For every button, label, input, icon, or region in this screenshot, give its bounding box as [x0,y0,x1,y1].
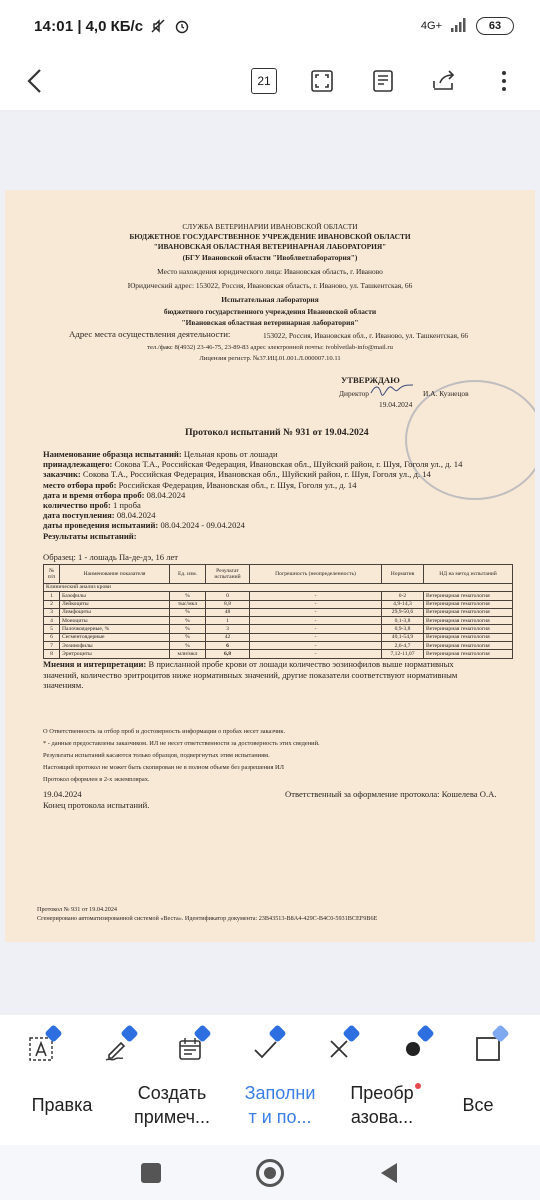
field-line [43,490,462,500]
sample-line: Образец: 1 - лошадь Па-де-дэ, 16 лет [43,552,179,562]
director-label: Директор [339,389,369,398]
col-name: Наименование показателя [60,565,170,584]
dot-tool[interactable] [388,1027,438,1071]
col-norm: Норматив [382,565,424,584]
cell-method: Ветеринарная гематология [424,642,513,650]
reading-mode-button[interactable] [367,65,399,97]
cell-num: 8 [44,650,60,658]
tab-fill-sign-line-2: т и по... [248,1107,312,1127]
tab-create-note[interactable] [118,1081,226,1129]
text-select-tool[interactable] [16,1027,66,1071]
field-line [43,500,462,510]
tab-convert-line-2: азова... [350,1107,414,1127]
viewer-toolbar [0,52,540,110]
table-body [44,584,513,659]
reading-mode-icon [370,68,396,94]
table-row [44,633,513,641]
cell-error: - [250,633,382,641]
tab-edit[interactable] [18,1081,106,1117]
col-unit: Ед. изм. [170,565,206,584]
footer-generated: Сгенерировано автоматизированной системой «Веста». Идентификатор документа: 23B43513-B8A4-429C-B4C0-5931BCEF9B6E [37,915,378,922]
cell-num: 1 [44,592,60,600]
opinion-label: Мнения и интерпретации: [43,659,147,669]
status-speed: 4,0 КБ/с [85,17,144,35]
cell-name: Палочкоядерные, % [60,625,170,633]
header-budget: бюджетного государственного учреждения Ивановской области [163,307,377,316]
protocol-end: Конец протокола испытаний. [43,800,150,810]
field-key: заказчик: [43,469,81,480]
cell-norm: 2,6-4,7 [382,642,424,650]
note-4: Настоящий протокол не может быть скопирован не в полном объеме без разрешения ИЛ [43,764,284,771]
status-right [421,17,514,35]
field-key: количество проб: [43,500,111,511]
license: Лицензия регистр. №37.ИЦ.01.001.Л.000007.10.11 [199,355,341,362]
results-table [43,564,513,659]
new-indicator-dot [415,1083,421,1089]
cell-unit: млн/мкл [170,650,206,658]
field-line [43,480,462,490]
field-value: 08.04.2024 [116,510,156,521]
contacts: тел./факс 8(4932) 23-46-75, 23-89-83 адрес электронной почты: ivoblvetlab-info@mail.ru [147,344,393,351]
cell-result: 48 [206,608,250,616]
page-count: 21 [251,68,277,94]
battery-icon: 63 [476,17,514,35]
notes-block [43,726,320,786]
col-result: Результат испытаний [206,565,250,584]
cell-num: 3 [44,608,60,616]
field-line [43,510,462,520]
cell-method: Ветеринарная гематология [424,617,513,625]
cell-result: 42 [206,633,250,641]
home-dot-icon [264,1167,276,1179]
col-num: № п/п [44,565,60,584]
cell-num: 5 [44,625,60,633]
cell-method: Ветеринарная гематология [424,600,513,608]
table-row [44,650,513,658]
field-value: Сокова Т.А., Российская Федерация, Ивановская обл., Шуйский район, г. Шуя, Гоголя ул., д. 14 [82,469,431,480]
cell-error: - [250,600,382,608]
cell-result: 1 [206,617,250,625]
back-arrow-icon [25,68,47,94]
cell-norm: 40,1-54,9 [382,633,424,641]
header-legal-address: Юридический адрес: 153022, Россия, Ивановская область, г. Иваново, ул. Ташкентская, 66 [127,281,413,290]
header-location: Место нахождения юридического лица: Ивановская область, г. Иваново [157,267,383,276]
tab-convert[interactable] [334,1081,430,1129]
cell-unit: % [170,617,206,625]
table-row [44,617,513,625]
cell-num: 6 [44,633,60,641]
director-signature [369,383,415,397]
recents-button[interactable] [141,1163,161,1183]
cell-name: Лимфоциты [60,608,170,616]
cell-name: Эритроциты [60,650,170,658]
cell-method: Ветеринарная гематология [424,650,513,658]
field-value: 08.04.2024 - 09.04.2024 [160,520,245,531]
cell-error: - [250,608,382,616]
header-institution: БЮДЖЕТНОЕ ГОСУДАРСТВЕННОЕ УЧРЕЖДЕНИЕ ИВАНОВСКОЙ ОБЛАСТИ [129,232,411,241]
note-3: Результаты испытаний касаются только образцов, подвергнутых этим испытаниям. [43,752,270,759]
form-tool[interactable] [165,1027,215,1071]
cell-result: 3 [206,625,250,633]
checkmark-tool[interactable] [240,1027,290,1071]
mute-icon [149,17,167,35]
more-button[interactable] [488,65,520,97]
field-line [43,449,462,459]
sign-tool[interactable] [92,1027,142,1071]
cross-tool[interactable] [314,1027,364,1071]
document-page [5,190,535,942]
cell-name: Эозинофилы [60,642,170,650]
field-line [43,469,462,479]
tab-edit-label: Правка [31,1095,93,1115]
field-key: место отбора проб: [43,479,117,490]
field-key: даты проведения испытаний: [43,520,159,531]
rectangle-tool[interactable] [463,1027,513,1071]
cell-norm: 0,1-3,8 [382,617,424,625]
col-method: НД на метод испытаний [424,565,513,584]
cell-method: Ветеринарная гематология [424,608,513,616]
director-name: И.А. Кузнецов [423,389,469,398]
cell-unit: тыс/мкл [170,600,206,608]
alarm-icon [173,17,191,35]
opinion-line-2: значений, количество эритроцитов ниже нормативных значений, другие показатели соответствуют нормативным [43,669,458,680]
header-lab-name: "ИВАНОВСКАЯ ОБЛАСТНАЯ ВЕТЕРИНАРНАЯ ЛАБОРАТОРИЯ" [153,242,387,251]
field-key: дата поступления: [43,510,115,521]
header-short-name: (БГУ Ивановской области "Ивоблветлаборатория") [182,253,358,262]
cell-error: - [250,625,382,633]
field-line [43,520,462,530]
cell-norm: 4,9-14,3 [382,600,424,608]
cell-method: Ветеринарная гематология [424,592,513,600]
field-key: принадлежащего: [43,459,113,470]
status-time: 14:01 [34,17,74,35]
cell-norm: 29,9-50,6 [382,608,424,616]
sign-date: 19.04.2024 [43,789,82,799]
note-1: О Ответственность за отбор проб и достоверность информации о пробах несет заказчик. [43,728,286,735]
field-value: Российская Федерация, Ивановская обл., г. Шуя, Гоголя ул., д. 14 [118,479,357,490]
cell-unit: % [170,592,206,600]
tab-fill-sign[interactable] [226,1081,334,1129]
field-line [43,531,462,541]
table-section-row [44,584,513,592]
table-header-row [44,565,513,584]
cell-result: 8,8 [206,600,250,608]
back-button[interactable] [20,65,52,97]
opinion-line-3: значениям. [43,680,84,691]
cell-method: Ветеринарная гематология [424,633,513,641]
home-button[interactable] [256,1159,284,1187]
table-row [44,592,513,600]
cell-result: 0 [206,592,250,600]
col-error: Погрешность (неопределенность) [250,565,382,584]
cell-unit: % [170,625,206,633]
note-5: Протокол оформлен в 2-х экземплярах. [43,776,150,783]
header-service: СЛУЖБА ВЕТЕРИНАРИИ ИВАНОВСКОЙ ОБЛАСТИ [182,222,358,231]
system-nav-bar [0,1145,540,1200]
back-nav-button[interactable] [378,1161,400,1185]
more-vert-icon [500,68,508,94]
note-2: * - данные предоставлены заказчиком. ИЛ не несет ответственности за достоверность этих сведений. [43,740,320,747]
tab-convert-line-1: Преобр [350,1083,414,1103]
network-type: 4G+ [420,20,442,32]
field-value: Цельная кровь от лошади [183,449,278,459]
status-bar [0,0,540,52]
approve-date: 19.04.2024 [379,400,413,409]
cell-error: - [250,642,382,650]
tab-all-label: Все [462,1095,494,1115]
opinion-line-1: В присланной пробе крови от лошади количество эозинофилов выше нормативных [148,659,454,669]
cell-name: Моноциты [60,617,170,625]
cell-norm: 0-2 [382,592,424,600]
footer-protocol: Протокол № 931 от 19.04.2024 [37,906,118,913]
table-section-label: Клинический анализ крови [44,584,513,592]
share-icon [430,68,458,94]
cell-result: 6,8 [206,650,250,658]
tab-all[interactable] [438,1081,518,1117]
cell-norm: 7,12-11,07 [382,650,424,658]
approve-label: УТВЕРЖДАЮ [341,375,400,385]
field-key: Наименование образца испытаний: [43,449,182,459]
activity-address-label: Адрес места осуществления деятельности: [69,329,231,339]
cell-name: Базофилы [60,592,170,600]
cell-num: 7 [44,642,60,650]
status-separator: | [77,17,82,35]
field-value: 08.04.2024 [146,489,186,500]
fullscreen-icon [309,68,335,94]
cell-error: - [250,592,382,600]
page-count-button[interactable] [248,65,280,97]
field-key: Результаты испытаний: [43,530,137,541]
activity-address-value: 153022, Россия, Ивановская обл., г. Иваново, ул. Ташкентская, 66 [263,331,469,340]
protocol-title: Протокол испытаний № 931 от 19.04.2024 [185,427,369,438]
cell-num: 4 [44,617,60,625]
opinion-block [43,659,513,691]
cell-name: Лейкоциты [60,600,170,608]
signal-icon [450,18,468,35]
header-test-lab: Испытательная лаборатория [221,295,319,304]
cell-unit: % [170,608,206,616]
document-viewer[interactable] [0,110,540,1015]
field-line [43,459,462,469]
header-lab-quoted: "Ивановская областная ветеринарная лаборатория" [181,318,359,327]
tab-fill-sign-line-1: Заполни [244,1083,316,1103]
table-row [44,625,513,633]
cell-unit: % [170,633,206,641]
table-row [44,600,513,608]
edit-toolbar [0,1015,540,1145]
cell-norm: 0,9-3,8 [382,625,424,633]
table-row [44,642,513,650]
field-value: Сокова Т.А., Российская Федерация, Ивановская обл., Шуйский район, г. Шуя, Гоголя ул., д. 14 [114,459,463,470]
tab-create-note-line-2: примеч... [134,1107,210,1127]
fullscreen-button[interactable] [306,65,338,97]
protocol-fields [43,449,462,541]
cell-unit: % [170,642,206,650]
cell-method: Ветеринарная гематология [424,625,513,633]
cell-result: 6 [206,642,250,650]
cell-name: Сегментоядерные [60,633,170,641]
cell-error: - [250,617,382,625]
table-row [44,608,513,616]
field-value: 1 проба [112,500,141,511]
tab-create-note-line-1: Создать [137,1083,207,1103]
share-button[interactable] [428,65,460,97]
cell-num: 2 [44,600,60,608]
cell-error: - [250,650,382,658]
field-key: дата и время отбора проб: [43,489,145,500]
responsible-person: Ответственный за оформление протокола: Кошелева О.А. [285,789,497,799]
